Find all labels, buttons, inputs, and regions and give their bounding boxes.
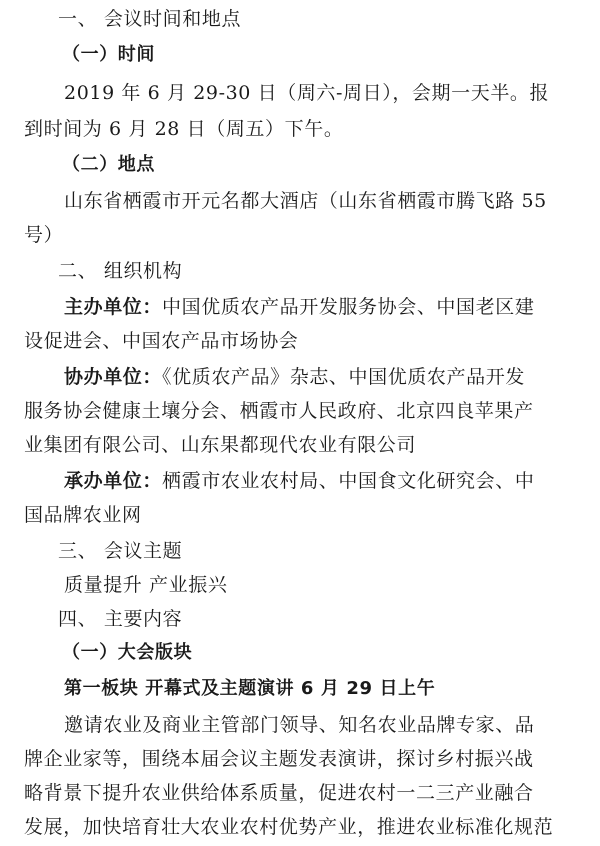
- host-text: 中国优质农产品开发服务协会、中国老区建: [162, 296, 535, 318]
- content-line-1: 邀请农业及商业主管部门领导、知名农业品牌专家、品: [64, 714, 535, 736]
- host-line-2: 设促进会、中国农产品市场协会: [24, 330, 299, 352]
- place-text-line-2: 号）: [24, 224, 64, 246]
- co-label: 协办单位：: [64, 366, 163, 388]
- co-text: 《优质农产品》杂志、中国优质农产品开发: [162, 366, 525, 388]
- co-line-2: 服务协会健康土壤分会、栖霞市人民政府、北京四良苹果产: [24, 400, 534, 422]
- place-text-line-1: 山东省栖霞市开元名都大酒店（山东省栖霞市腾飞路 55: [64, 190, 547, 212]
- subsection-heading-time: （一）时间: [62, 44, 155, 65]
- subsection-heading-place: （二）地点: [62, 154, 155, 175]
- block-1-title: 第一板块 开幕式及主题演讲 6 月 29 日上午: [64, 678, 436, 699]
- time-text-line-2: 到时间为 6 月 28 日（周五）下午。: [24, 118, 344, 140]
- org-line-1: [64, 468, 600, 494]
- time-text-line-1: 2019 年 6 月 29-30 日（周六-周日），会期一天半。报: [64, 82, 550, 104]
- org-label: 承办单位：: [64, 470, 163, 492]
- org-line-2: 国品牌农业网: [24, 504, 142, 526]
- content-line-3: 略背景下提升农业供给体系质量，促进农村一二三产业融合: [24, 782, 534, 804]
- co-line-3: 业集团有限公司、山东果都现代农业有限公司: [24, 434, 417, 456]
- co-line-1: [64, 364, 600, 390]
- org-text: 栖霞市农业农村局、中国食文化研究会、中: [162, 470, 535, 492]
- content-line-4: 发展，加快培育壮大农业农村优势产业，推进农业标准化规范: [24, 816, 554, 838]
- host-label: 主办单位：: [64, 296, 163, 318]
- section-heading-3: 三、 会议主题: [58, 540, 183, 562]
- section-heading-2: 二、 组织机构: [58, 260, 183, 282]
- subsection-heading-conference: （一）大会版块: [62, 642, 193, 663]
- section-heading-1: 一、 会议时间和地点: [58, 8, 242, 30]
- host-line-1: [64, 294, 600, 320]
- content-line-2: 牌企业家等，围绕本届会议主题发表演讲，探讨乡村振兴战: [24, 748, 534, 770]
- theme-text: 质量提升 产业振兴: [64, 574, 228, 596]
- section-heading-4: 四、 主要内容: [58, 608, 183, 630]
